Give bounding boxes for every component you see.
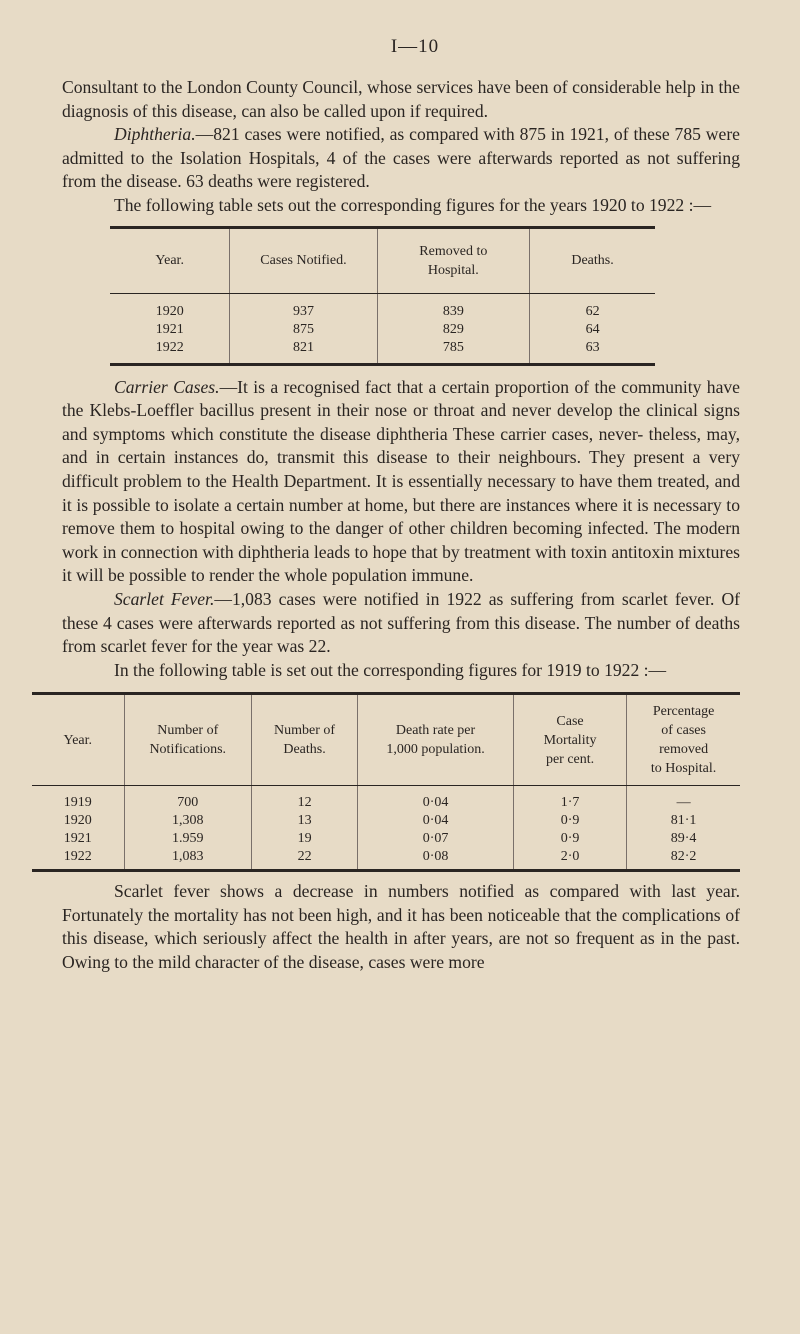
table-row bbox=[110, 321, 655, 339]
cell-removed: 785 bbox=[377, 339, 530, 365]
cell-deaths: 19 bbox=[251, 830, 357, 848]
cell-deaths: 64 bbox=[530, 321, 655, 339]
table-header-row bbox=[32, 694, 740, 786]
col-header-death-rate: Death rate per 1,000 population. bbox=[358, 694, 514, 786]
cell-year: 1920 bbox=[63, 813, 92, 829]
paragraph-scarlet-summary: Scarlet fever shows a decrease in numbers notified as compared with last year. Fortunately the mortality has not been high, and it has been noticeable that the complications of this disease, which seriously affect the health in after years, are not so frequent as in the past. Owing to the mild character of the disease, cases were more bbox=[62, 881, 740, 973]
col-header-notifications: Number of Notifications. bbox=[124, 694, 251, 786]
cell-year: 1922 bbox=[155, 339, 184, 355]
diphtheria-table bbox=[110, 226, 655, 366]
table-row bbox=[32, 786, 740, 813]
cell-case-mortality: 0·9 bbox=[513, 812, 626, 830]
diphtheria-text: —821 cases were notified, as compared with 875 in 1921, of these 785 were admitted to the Isolation Hospitals, 4 of the cases were afterwards reported as not suffering from the disease. 63 deaths were registered. bbox=[62, 124, 740, 192]
table-row bbox=[32, 812, 740, 830]
cell-removed: 829 bbox=[377, 321, 530, 339]
cell-death-rate: 0·04 bbox=[358, 786, 514, 813]
document-page bbox=[62, 36, 740, 975]
cell-percentage: 81·1 bbox=[627, 812, 740, 830]
paragraph-scarlet-fever bbox=[62, 588, 740, 659]
cell-cases: 875 bbox=[230, 321, 377, 339]
heading-diphtheria: Diphtheria. bbox=[114, 124, 196, 145]
cell-percentage: 89·4 bbox=[627, 830, 740, 848]
col-header-deaths: Number of Deaths. bbox=[251, 694, 357, 786]
cell-case-mortality: 2·0 bbox=[513, 848, 626, 871]
table-row bbox=[32, 848, 740, 871]
cell-deaths: 12 bbox=[251, 786, 357, 813]
cell-deaths: 13 bbox=[251, 812, 357, 830]
paragraph-table-intro-2: In the following table is set out the corresponding figures for 1919 to 1922 :— bbox=[114, 659, 667, 680]
cell-year: 1919 bbox=[63, 795, 92, 811]
paragraph-carrier-cases bbox=[62, 376, 740, 588]
scarlet-fever-text: —1,083 cases were notified in 1922 as suffering from scarlet fever. Of these 4 cases were afterwards reported as not suffering from this disease. The number of deaths from scarlet fever for the year was 22. bbox=[62, 588, 741, 657]
cell-death-rate: 0·04 bbox=[358, 812, 514, 830]
col-header-year: Year. bbox=[32, 694, 124, 786]
page-number: I—10 bbox=[390, 36, 440, 57]
cell-death-rate: 0·07 bbox=[358, 830, 514, 848]
paragraph-diphtheria bbox=[62, 123, 740, 194]
cell-case-mortality: 1·7 bbox=[513, 786, 626, 813]
cell-deaths: 22 bbox=[251, 848, 357, 871]
cell-percentage: — bbox=[627, 786, 740, 813]
table-row bbox=[110, 339, 655, 365]
cell-percentage: 82·2 bbox=[627, 848, 740, 871]
cell-deaths: 63 bbox=[530, 339, 655, 365]
col-header-year: Year. bbox=[110, 227, 230, 293]
cell-year: 1920 bbox=[155, 303, 184, 319]
cell-year: 1922 bbox=[63, 849, 92, 865]
cell-year: 1921 bbox=[63, 831, 92, 847]
table-header-row bbox=[110, 227, 655, 293]
heading-scarlet-fever: Scarlet Fever. bbox=[114, 588, 215, 609]
table-row bbox=[32, 830, 740, 848]
col-header-cases: Cases Notified. bbox=[230, 227, 377, 293]
cell-case-mortality: 0·9 bbox=[513, 830, 626, 848]
cell-notifications: 1,083 bbox=[124, 848, 251, 871]
scarlet-fever-table bbox=[32, 692, 740, 872]
cell-notifications: 1.959 bbox=[124, 830, 251, 848]
paragraph-consultant: Consultant to the London County Council, whose services have been of considerable help in the diagnosis of this disease, can also be called upon if required. bbox=[62, 77, 740, 121]
col-header-deaths: Deaths. bbox=[530, 227, 655, 293]
heading-carrier-cases: Carrier Cases. bbox=[114, 376, 220, 397]
carrier-cases-text: —It is a recognised fact that a certain proportion of the community have the Klebs-Loeffler bacillus present in their nose or throat and never develop the clinical signs and symptoms which constitute the disease diphtheria These carrier cases, never- theless, may, and in certain instances do, transmit this disease to their neighbours. They present a very difficult problem to the Health Department. It is essentially necessary to have them treated, and it is possible to isolate a certain number at home, but there are instances where it is necessary to remove them to hospital owing to the danger of other children becoming infected. The modern work in connection with diphtheria leads to hope that by treatment with toxin antitoxin mixtures it will be possible to render the whole population immune. bbox=[62, 376, 740, 586]
cell-deaths: 62 bbox=[530, 293, 655, 321]
cell-year: 1921 bbox=[155, 321, 184, 337]
col-header-percentage-removed: Percentage of cases removed to Hospital. bbox=[627, 694, 740, 786]
col-header-removed: Removed to Hospital. bbox=[377, 227, 530, 293]
cell-cases: 937 bbox=[230, 293, 377, 321]
col-header-case-mortality: Case Mortality per cent. bbox=[513, 694, 626, 786]
table-row bbox=[110, 293, 655, 321]
cell-notifications: 700 bbox=[124, 786, 251, 813]
cell-cases: 821 bbox=[230, 339, 377, 365]
cell-notifications: 1,308 bbox=[124, 812, 251, 830]
paragraph-table-intro-1: The following table sets out the corresponding figures for the years 1920 to 1922 :— bbox=[114, 194, 712, 215]
cell-removed: 839 bbox=[377, 293, 530, 321]
cell-death-rate: 0·08 bbox=[358, 848, 514, 871]
